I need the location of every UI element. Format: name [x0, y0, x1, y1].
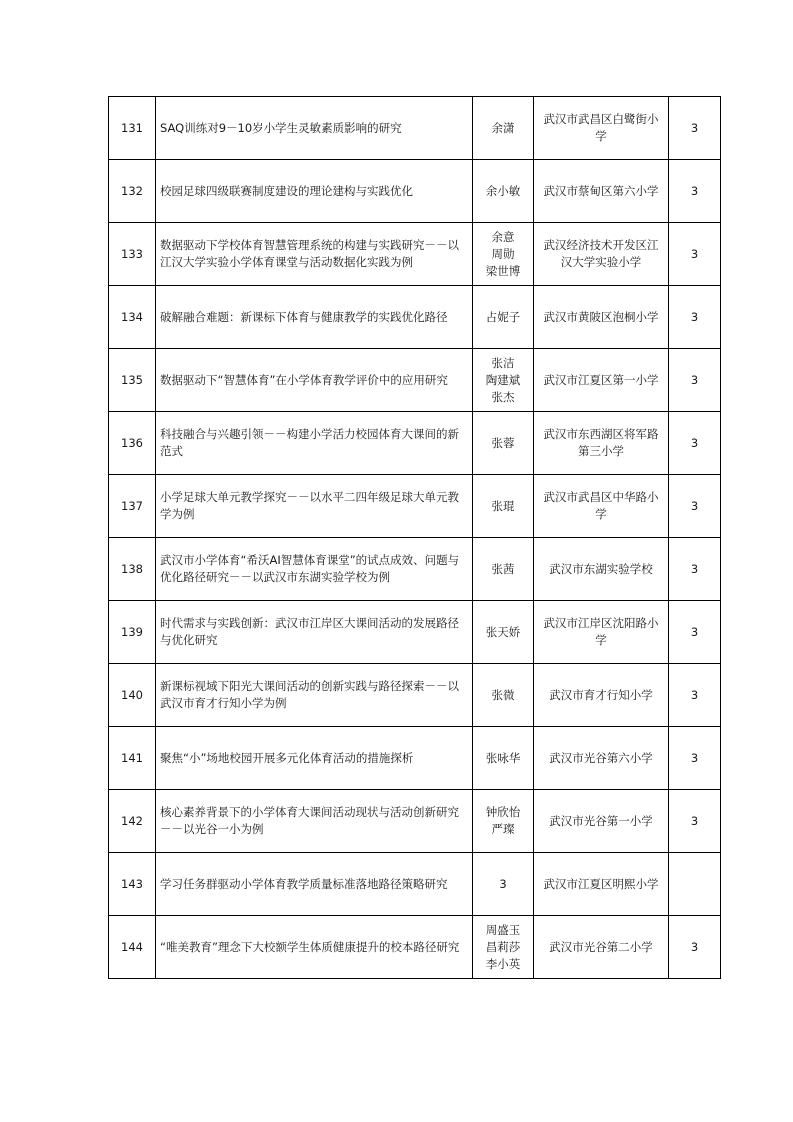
table-row [109, 727, 721, 790]
table-row [109, 223, 721, 286]
count-cell: 3 [669, 412, 721, 475]
table-row [109, 664, 721, 727]
row-number-cell: 132 [109, 160, 156, 223]
title-cell: 数据驱动下学校体育智慧管理系统的构建与实践研究－－以江汉大学实验小学体育课堂与活动数据化实践为例 [156, 223, 473, 286]
table-body [109, 97, 721, 979]
count-cell: 3 [669, 538, 721, 601]
table-row [109, 412, 721, 475]
count-cell: 3 [669, 475, 721, 538]
author-name: 张天娇 [485, 624, 521, 639]
count-cell: 3 [669, 601, 721, 664]
author-name: 张蓉 [491, 435, 515, 450]
author-cell [473, 538, 534, 601]
row-number-cell: 140 [109, 664, 156, 727]
title-cell: 校园足球四级联赛制度建设的理论建构与实践优化 [156, 160, 473, 223]
count-cell: 3 [669, 160, 721, 223]
title-cell: 时代需求与实践创新：武汉市江岸区大课间活动的发展路径与优化研究 [156, 601, 473, 664]
row-number-cell: 131 [109, 97, 156, 160]
table-row [109, 790, 721, 853]
author-cell [473, 97, 534, 160]
table-row [109, 97, 721, 160]
table-row [109, 853, 721, 916]
author-name: 梁世博 [485, 263, 521, 278]
table-row [109, 538, 721, 601]
author-cell [473, 286, 534, 349]
title-cell: 聚焦“小”场地校园开展多元化体育活动的措施探析 [156, 727, 473, 790]
school-cell: 武汉市光谷第一小学 [534, 790, 669, 853]
table-row [109, 601, 721, 664]
title-cell: 科技融合与兴趣引领－－构建小学活力校园体育大课间的新范式 [156, 412, 473, 475]
table-row [109, 475, 721, 538]
row-number-cell: 143 [109, 853, 156, 916]
table-row [109, 286, 721, 349]
author-name: 张微 [491, 687, 515, 702]
author-name: 张茜 [491, 561, 515, 576]
author-cell [473, 475, 534, 538]
author-name: 昌莉莎 [485, 939, 521, 954]
row-number-cell: 141 [109, 727, 156, 790]
school-cell: 武汉市东西湖区将军路第三小学 [534, 412, 669, 475]
author-cell [473, 412, 534, 475]
author-name: 张咏华 [485, 750, 521, 765]
title-cell: SAQ训练对9－10岁小学生灵敏素质影响的研究 [156, 97, 473, 160]
author-name: 余潇 [491, 120, 515, 135]
school-cell: 武汉市江岸区沈阳路小学 [534, 601, 669, 664]
author-name: 张洁 [491, 355, 515, 370]
title-cell: 数据驱动下“智慧体育”在小学体育教学评价中的应用研究 [156, 349, 473, 412]
school-cell: 武汉市江夏区明熙小学 [534, 853, 669, 916]
count-cell: 3 [669, 97, 721, 160]
school-cell: 武汉市蔡甸区第六小学 [534, 160, 669, 223]
author-name: 周盛玉 [485, 922, 521, 937]
author-cell [473, 601, 534, 664]
author-name: 占妮子 [485, 309, 521, 324]
author-name: 陶建斌 [485, 372, 521, 387]
author-name: 张琨 [491, 498, 515, 513]
title-cell: 学习任务群驱动小学体育教学质量标准落地路径策略研究 [156, 853, 473, 916]
school-cell: 武汉经济技术开发区江汉大学实验小学 [534, 223, 669, 286]
count-cell: 3 [669, 664, 721, 727]
author-name: 周勋 [491, 246, 515, 261]
row-number-cell: 139 [109, 601, 156, 664]
author-name: 钟欣怡 [485, 805, 521, 819]
count-cell: 3 [669, 916, 721, 979]
title-cell: 武汉市小学体育“希沃AI智慧体育课堂”的试点成效、问题与优化路径研究－－以武汉市东湖实验学校为例 [156, 538, 473, 601]
count-cell: 3 [669, 223, 721, 286]
school-cell: 武汉市东湖实验学校 [534, 538, 669, 601]
author-cell [473, 664, 534, 727]
title-cell: 破解融合难题：新课标下体育与健康教学的实践优化路径 [156, 286, 473, 349]
school-cell: 武汉市江夏区第一小学 [534, 349, 669, 412]
title-cell: “唯美教育”理念下大校额学生体质健康提升的校本路径研究 [156, 916, 473, 979]
school-cell: 武汉市光谷第六小学 [534, 727, 669, 790]
author-cell [473, 727, 534, 790]
count-cell [669, 853, 721, 916]
row-number-cell: 142 [109, 790, 156, 853]
school-cell: 武汉市育才行知小学 [534, 664, 669, 727]
author-cell [473, 790, 534, 853]
title-cell: 小学足球大单元教学探究－－以水平二四年级足球大单元教学为例 [156, 475, 473, 538]
author-name: 余小敏 [485, 183, 521, 198]
count-cell: 3 [669, 349, 721, 412]
title-cell: 新课标视域下阳光大课间活动的创新实践与路径探索－－以武汉市育才行知小学为例 [156, 664, 473, 727]
row-number-cell: 144 [109, 916, 156, 979]
count-cell: 3 [669, 727, 721, 790]
author-name: 严璨 [491, 822, 515, 836]
author-cell [473, 223, 534, 286]
title-cell: 核心素养背景下的小学体育大课间活动现状与活动创新研究－－以光谷一小为例 [156, 790, 473, 853]
author-cell [473, 853, 534, 916]
school-cell: 武汉市黄陂区泡桐小学 [534, 286, 669, 349]
author-name: 张杰 [491, 389, 515, 404]
author-cell [473, 160, 534, 223]
count-cell: 3 [669, 790, 721, 853]
row-number-cell: 137 [109, 475, 156, 538]
author-cell [473, 349, 534, 412]
row-number-cell: 136 [109, 412, 156, 475]
count-cell: 3 [669, 286, 721, 349]
table-row [109, 160, 721, 223]
award-table [108, 96, 721, 979]
row-number-cell: 138 [109, 538, 156, 601]
author-name: 余意 [491, 229, 515, 244]
author-name: 李小英 [485, 956, 521, 971]
table-row [109, 349, 721, 412]
row-number-cell: 133 [109, 223, 156, 286]
row-number-cell: 134 [109, 286, 156, 349]
row-number-cell: 135 [109, 349, 156, 412]
table-row [109, 916, 721, 979]
author-cell [473, 916, 534, 979]
school-cell: 武汉市光谷第二小学 [534, 916, 669, 979]
school-cell: 武汉市武昌区白鹭街小学 [534, 97, 669, 160]
author-name: 3 [499, 876, 507, 891]
school-cell: 武汉市武昌区中华路小学 [534, 475, 669, 538]
